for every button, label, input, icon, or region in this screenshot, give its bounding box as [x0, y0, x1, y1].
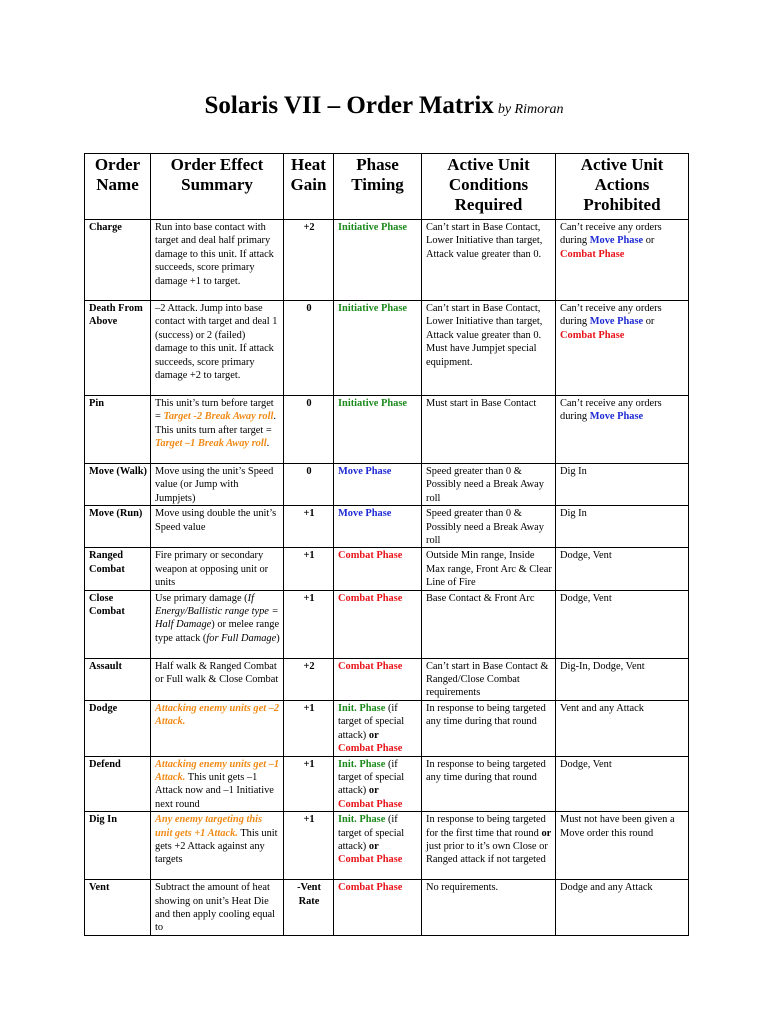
phase-timing: Combat Phase: [334, 548, 422, 590]
prohibited: Dodge, Vent: [556, 548, 689, 590]
order-name: Move (Run): [85, 506, 151, 548]
order-effect: Run into base contact with target and deal half primary damage to this unit. If attack succeeds, score primary damage +1 to target.: [151, 220, 284, 301]
combat-phase-label: Combat Phase: [338, 798, 403, 810]
table-row: [85, 396, 689, 464]
effect-italic: If Energy/Ballistic range type = Half Damage: [155, 592, 279, 631]
prohibited: [556, 220, 689, 301]
table-row: [85, 880, 689, 936]
conditions-text: just prior to it’s own Close or Ranged attack if not targeted: [426, 840, 548, 866]
order-name: Close Combat: [85, 590, 151, 658]
table-row: [85, 756, 689, 812]
table-row: [85, 590, 689, 658]
effect-text: This unit’s turn before target =: [155, 398, 274, 423]
phase-timing: Initiative Phase: [334, 396, 422, 464]
order-name: Assault: [85, 658, 151, 700]
effect-text: This unit gets +2 Attack against any targets: [155, 827, 278, 866]
conditions-text: Can’t start in Base Contact, Lower Initiative than target, Attack value greater than 0.: [426, 303, 543, 341]
order-name: Charge: [85, 220, 151, 301]
move-phase-label: Move Phase: [589, 235, 644, 247]
or-text: or: [643, 316, 655, 328]
phase-timing: Move Phase: [334, 464, 422, 506]
effect-highlight: Target –1 Break Away roll: [155, 438, 267, 450]
order-effect: Half walk & Ranged Combat or Full walk & Close Combat: [151, 658, 284, 700]
effect-highlight: Any enemy targeting this unit gets +1 Attack.: [155, 814, 263, 839]
prohibited: Dodge, Vent: [556, 590, 689, 658]
conditions: Speed greater than 0 & Possibly need a Break Away roll: [422, 464, 556, 506]
table-row: [85, 506, 689, 548]
conditions: Speed greater than 0 & Possibly need a Break Away roll: [422, 506, 556, 548]
effect-highlight: Attacking enemy units get –1 Attack.: [155, 758, 280, 783]
order-name: Move (Walk): [85, 464, 151, 506]
table-row: [85, 301, 689, 396]
conditions: [422, 812, 556, 880]
conditions: Must start in Base Contact: [422, 396, 556, 464]
conditions: In response to being targeted any time during that round: [422, 756, 556, 812]
combat-phase-label: Combat Phase: [560, 329, 625, 341]
effect-highlight: Target -2 Break Away roll: [163, 411, 274, 423]
title-main: Solaris VII – Order Matrix: [204, 92, 494, 119]
header-order-name: Order Name: [85, 154, 151, 220]
prohibited-text: Can’t receive any orders during: [560, 398, 662, 423]
heat-gain: +2: [284, 220, 334, 301]
effect-highlight: Attacking enemy units get –2 Attack.: [155, 702, 280, 728]
phase-timing: Initiative Phase: [334, 301, 422, 396]
timing-note: (if target of special attack): [338, 758, 405, 797]
order-effect: Subtract the amount of heat showing on unit’s Heat Die and then apply cooling equal to: [151, 880, 284, 936]
table-row: [85, 464, 689, 506]
init-phase-label: Init. Phase: [338, 758, 386, 770]
title-author: by Rimoran: [497, 102, 564, 117]
timing-note: (if target of special attack): [338, 702, 405, 741]
heat-gain: +1: [284, 548, 334, 590]
or-text: or: [368, 840, 379, 852]
effect-text: .: [266, 438, 270, 450]
effect-italic: for Full Damage: [206, 632, 277, 644]
combat-phase-label: Combat Phase: [560, 248, 625, 260]
order-effect: [151, 396, 284, 464]
order-name: Ranged Combat: [85, 548, 151, 590]
table-row: [85, 220, 689, 301]
phase-timing: Move Phase: [334, 506, 422, 548]
heat-gain: 0: [284, 464, 334, 506]
order-effect: [151, 700, 284, 756]
header-prohibited: Active Unit Actions Prohibited: [556, 154, 689, 220]
order-name: Defend: [85, 756, 151, 812]
prohibited-text: Can’t receive any orders during: [560, 222, 662, 247]
prohibited: Must not have been given a Move order this round: [556, 812, 689, 880]
conditions: Can’t start in Base Contact, Lower Initiative than target, Attack value greater than 0.: [422, 220, 556, 301]
prohibited: Dig-In, Dodge, Vent: [556, 658, 689, 700]
phase-timing: Combat Phase: [334, 880, 422, 936]
order-effect: Fire primary or secondary weapon at opposing unit or units: [151, 548, 284, 590]
order-effect: [151, 590, 284, 658]
order-name: Dodge: [85, 700, 151, 756]
table-row: [85, 812, 689, 880]
page-title: [0, 92, 768, 120]
effect-text: ) or melee range type attack (: [155, 619, 280, 644]
prohibited: Dodge and any Attack: [556, 880, 689, 936]
table-header-row: [85, 154, 689, 220]
prohibited: Dodge, Vent: [556, 756, 689, 812]
heat-gain: +2: [284, 658, 334, 700]
heat-gain: +1: [284, 506, 334, 548]
prohibited: [556, 396, 689, 464]
header-heat-gain: Heat Gain: [284, 154, 334, 220]
order-effect: [151, 756, 284, 812]
conditions: No requirements.: [422, 880, 556, 936]
table-row: [85, 658, 689, 700]
phase-timing: Combat Phase: [334, 590, 422, 658]
heat-gain: +1: [284, 590, 334, 658]
phase-timing: [334, 812, 422, 880]
or-text: or: [368, 785, 379, 797]
phase-timing: [334, 756, 422, 812]
order-effect: Move using double the unit’s Speed value: [151, 506, 284, 548]
conditions: Can’t start in Base Contact & Ranged/Close Combat requirements: [422, 658, 556, 700]
effect-text: . This units turn after target =: [155, 411, 276, 436]
order-name: Vent: [85, 880, 151, 936]
order-effect: Move using the unit’s Speed value (or Jump with Jumpjets): [151, 464, 284, 506]
or-text: or: [643, 235, 655, 247]
table-row: [85, 700, 689, 756]
order-effect: [151, 812, 284, 880]
conditions-text: In response to being targeted for the first time that round: [426, 814, 546, 839]
header-order-effect: Order Effect Summary: [151, 154, 284, 220]
order-matrix-table: [84, 153, 689, 936]
order-name: Death From Above: [85, 301, 151, 396]
phase-timing: [334, 700, 422, 756]
init-phase-label: Init. Phase: [338, 702, 386, 714]
init-phase-label: Init. Phase: [338, 814, 386, 826]
conditions: [422, 301, 556, 396]
move-phase-label: Move Phase: [589, 316, 644, 328]
effect-text: This unit gets –1 Attack now and –1 Initiative next round: [155, 771, 274, 810]
order-name: Dig In: [85, 812, 151, 880]
conditions: Outside Min range, Inside Max range, Front Arc & Clear Line of Fire: [422, 548, 556, 590]
order-effect: –2 Attack. Jump into base contact with target and deal 1 (success) or 2 (failed) damage to this unit. If attack succeeds, score primary damage +2 to target.: [151, 301, 284, 396]
heat-gain: +1: [284, 756, 334, 812]
heat-gain: 0: [284, 396, 334, 464]
heat-gain: +1: [284, 700, 334, 756]
timing-note: (if target of special attack): [338, 814, 405, 852]
prohibited-text: Can’t receive any orders during: [560, 303, 662, 328]
heat-gain: -Vent Rate: [284, 880, 334, 936]
phase-timing: Initiative Phase: [334, 220, 422, 301]
header-phase-timing: Phase Timing: [334, 154, 422, 220]
prohibited: Vent and any Attack: [556, 700, 689, 756]
heat-gain: 0: [284, 301, 334, 396]
combat-phase-label: Combat Phase: [338, 854, 403, 866]
order-name: Pin: [85, 396, 151, 464]
effect-text: ): [276, 632, 280, 644]
conditions-extra: Must have Jumpjet special equipment.: [426, 343, 537, 368]
or-text: or: [541, 827, 552, 839]
effect-text: Use primary damage (: [155, 592, 248, 604]
combat-phase-label: Combat Phase: [338, 743, 403, 755]
heat-gain: +1: [284, 812, 334, 880]
conditions: In response to being targeted any time during that round: [422, 700, 556, 756]
move-phase-label: Move Phase: [589, 411, 644, 423]
conditions: Base Contact & Front Arc: [422, 590, 556, 658]
or-text: or: [368, 729, 379, 741]
phase-timing: Combat Phase: [334, 658, 422, 700]
prohibited: Dig In: [556, 506, 689, 548]
table-row: [85, 548, 689, 590]
header-conditions: Active Unit Conditions Required: [422, 154, 556, 220]
prohibited: [556, 301, 689, 396]
prohibited: Dig In: [556, 464, 689, 506]
